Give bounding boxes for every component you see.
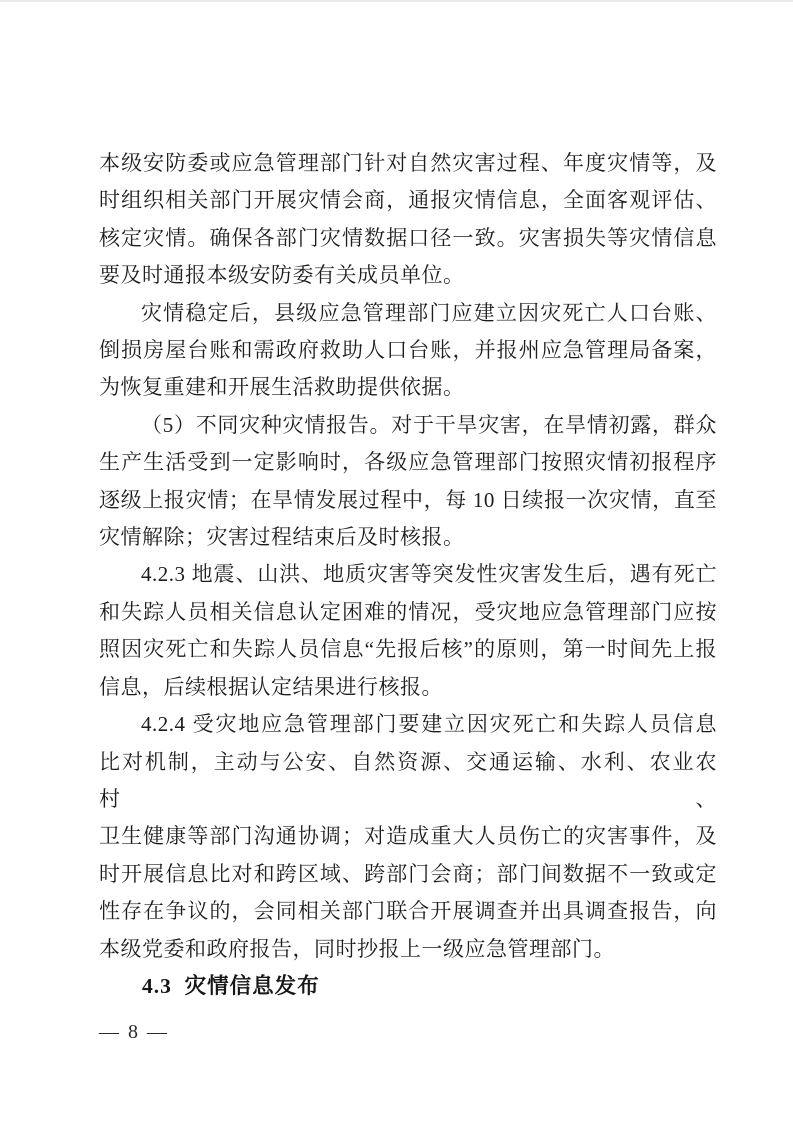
section-heading-4-3: 4.3 灾情信息发布 bbox=[142, 973, 320, 998]
text-line: 灾情解除；灾害过程结束后及时核报。 bbox=[99, 525, 465, 550]
paragraph bbox=[99, 295, 717, 407]
text-line: 4.2.4 受灾地应急管理部门要建立因灾死亡和失踪人员信息 bbox=[141, 712, 717, 737]
text-line: 4.2.3 地震、山洪、地质灾害等突发性灾害发生后，遇有死亡 bbox=[141, 562, 717, 587]
text-line: 为恢复重建和开展生活救助提供依据。 bbox=[99, 375, 465, 400]
text-line: 照因灾死亡和失踪人员信息“先报后核”的原则，第一时间先上报 bbox=[99, 637, 717, 662]
section-4-2-3 bbox=[99, 556, 717, 706]
paragraph-item-5 bbox=[99, 407, 717, 557]
text-line: （5）不同灾种灾情报告。对于干旱灾害，在旱情初露，群众 bbox=[141, 412, 717, 437]
text-line: 比对机制，主动与公安、自然资源、交通运输、水利、农业农村、 bbox=[99, 749, 717, 811]
text-line: 本级安防委或应急管理部门针对自然灾害过程、年度灾情等，及 bbox=[99, 151, 717, 175]
text-line: 和失踪人员相关信息认定困难的情况，受灾地应急管理部门应按 bbox=[99, 599, 717, 624]
text-line: 倒损房屋台账和需政府救助人口台账，并报州应急管理局备案， bbox=[99, 338, 717, 363]
text-line: 信息，后续根据认定结果进行核报。 bbox=[99, 674, 443, 699]
text-line: 本级党委和政府报告，同时抄报上一级应急管理部门。 bbox=[99, 936, 615, 961]
document-body bbox=[99, 145, 717, 1005]
text-line: 灾情稳定后，县级应急管理部门应建立因灾死亡人口台账、 bbox=[141, 300, 717, 325]
text-line: 性存在争议的，会同相关部门联合开展调查并出具调查报告，向 bbox=[99, 899, 717, 924]
text-line: 生产生活受到一定影响时，各级应急管理部门按照灾情初报程序 bbox=[99, 450, 717, 475]
text-line: 要及时通报本级安防委有关成员单位。 bbox=[99, 263, 465, 288]
text-line: 时开展信息比对和跨区域、跨部门会商；部门间数据不一致或定 bbox=[99, 861, 717, 886]
text-line: 逐级上报灾情；在旱情发展过程中，每 10 日续报一次灾情，直至 bbox=[99, 487, 717, 512]
text-line: 卫生健康等部门沟通协调；对造成重大人员伤亡的灾害事件，及 bbox=[99, 824, 717, 849]
paragraph bbox=[99, 145, 717, 295]
text-line: 核定灾情。确保各部门灾情数据口径一致。灾害损失等灾情信息 bbox=[99, 225, 717, 250]
text-line: 时组织相关部门开展灾情会商，通报灾情信息，全面客观评估、 bbox=[99, 188, 717, 213]
page-number: — 8 — bbox=[99, 1021, 169, 1043]
section-4-2-4 bbox=[99, 706, 717, 968]
